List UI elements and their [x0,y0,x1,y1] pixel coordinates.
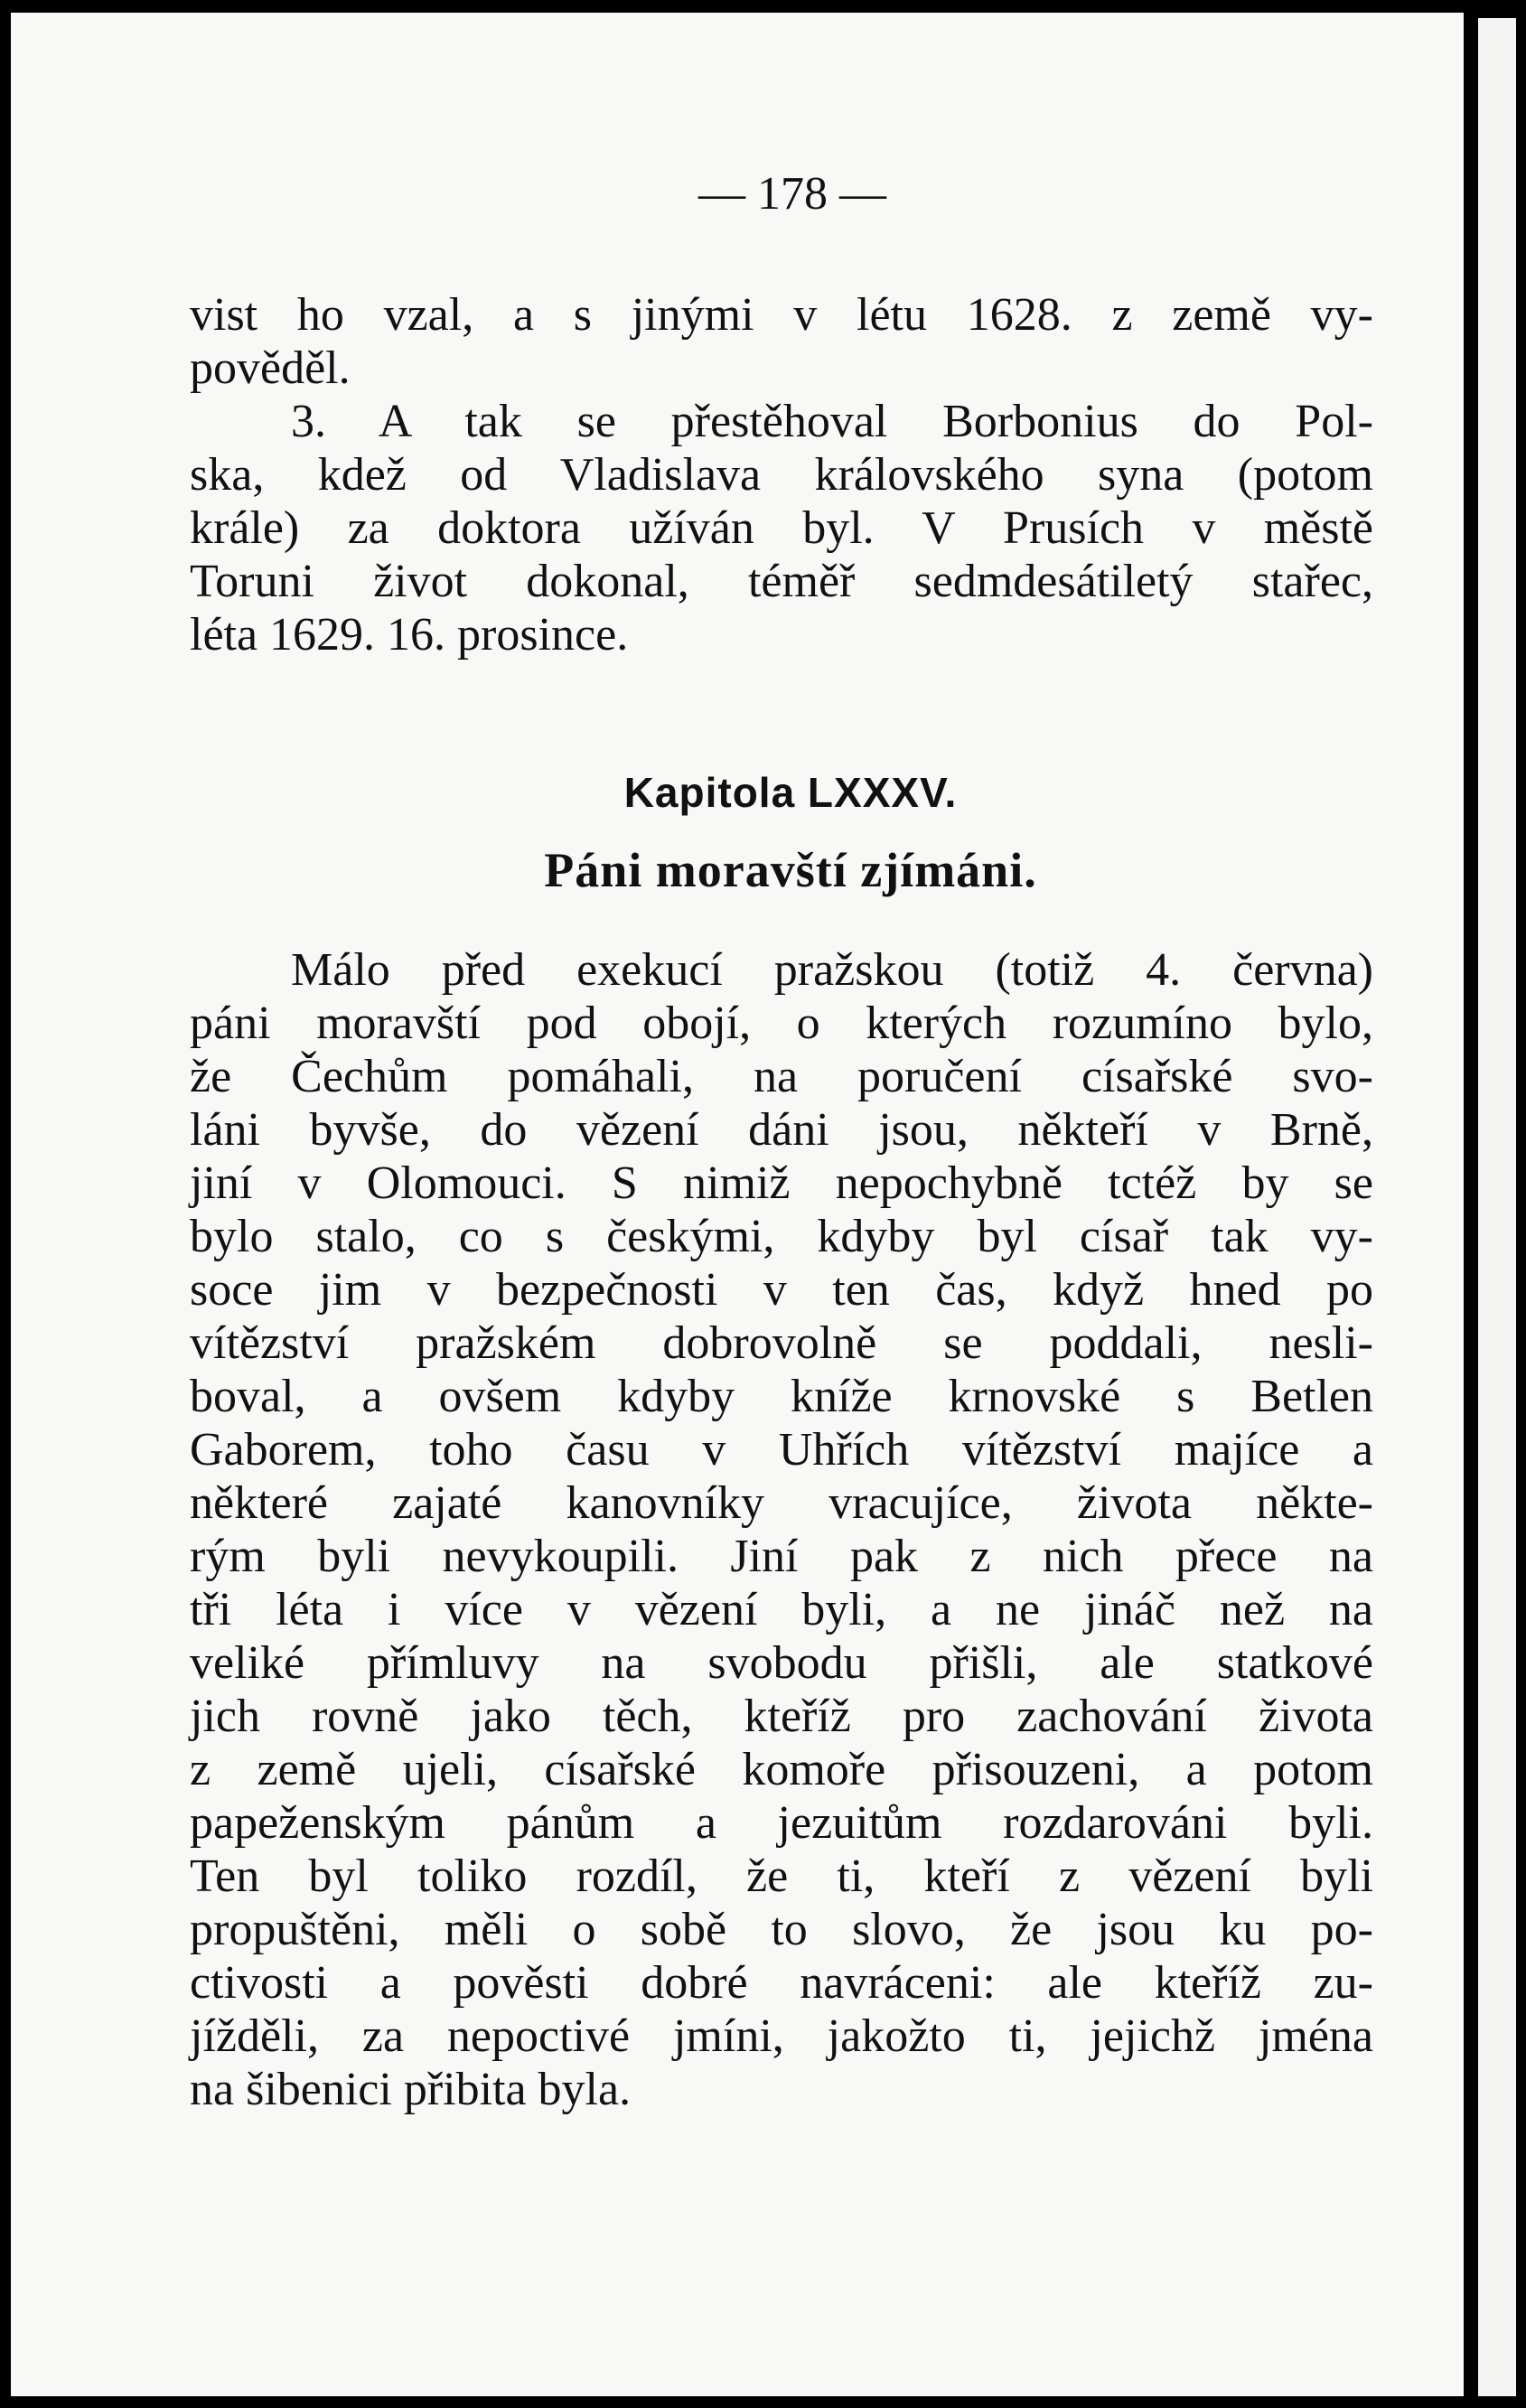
text-line: bylo stalo, co s českými, kdyby byl císař tak vy- [190,1211,1373,1262]
paragraph-borbonius [190,395,1373,661]
text-line: krále) za doktora užíván byl. V Prusích v městě [190,502,1373,554]
text-line: páni moravští pod obojí, o kterých rozumíno bylo, [190,998,1373,1049]
text-line: propuštěni, měli o sobě to slovo, že jsou ku po- [190,1904,1373,1955]
chapter-heading: Kapitola LXXXV. [623,769,958,816]
text-line: rým byli nevykoupili. Jiní pak z nich přece na [190,1531,1373,1582]
text-line: Gaborem, toho času v Uhřích vítězství majíce a [190,1424,1373,1476]
text-line: jiní v Olomouci. S nimiž nepochybně tctéž by se [190,1157,1373,1209]
text-line: veliké přímluvy na svobodu přišli, ale statkové [190,1637,1373,1689]
chapter-title: Páni moravští zjímáni. [544,843,1037,897]
text-line: na šibenici přibita byla. [190,2064,632,2115]
text-line: láni byvše, do vězení dáni jsou, někteří v Brně, [190,1104,1373,1156]
text-line: z země ujeli, císařské komoře přisouzeni, a potom [190,1744,1373,1795]
text-line: tři léta i více v vězení byli, a ne jináč než na [190,1584,1373,1635]
text-line: jížděli, za nepoctivé jmíni, jakožto ti, jejichž jména [190,2010,1373,2062]
text-line: papeženským pánům a jezuitům rozdarováni byli. [190,1797,1373,1849]
text-line: Toruni život dokonal, téměř sedmdesátiletý stařec, [190,556,1373,607]
text-line: že Čechům pomáhali, na poručení císařské svo- [190,1051,1373,1102]
text-line: Málo před exekucí pražskou (totiž 4. června) [291,944,1373,996]
text-line: soce jim v bezpečnosti v ten čas, když hned po [190,1264,1373,1316]
text-line: léta 1629. 16. prosince. [190,609,629,661]
text-line: jich rovně jako těch, kteříž pro zachování života [190,1691,1373,1742]
page-number: — 178 — [698,168,886,220]
text-line: ctivosti a pověsti dobré navráceni: ale kteříž zu- [190,1957,1373,2009]
text-line: boval, a ovšem kdyby kníže krnovské s Betlen [190,1371,1373,1422]
text-line: vist ho vzal, a s jinými v létu 1628. z země vy- [190,289,1373,341]
text-line: pověděl. [190,342,351,394]
page-text-block [190,167,1373,2116]
text-line: vítězství pražském dobrovolně se poddali, nesli- [190,1317,1373,1369]
adjacent-page-edge [1478,18,1516,2396]
text-line: Ten byl toliko rozdíl, že ti, kteří z vězení byli [190,1851,1373,1902]
text-line: ska, kdež od Vladislava královského syna (potom [190,449,1373,501]
paragraph-moravian-lords [190,943,1373,2116]
text-line: některé zajaté kanovníky vracujíce, života někte- [190,1477,1373,1529]
text-line: 3. A tak se přestěhoval Borbonius do Pol- [291,396,1373,447]
paragraph-continuation [190,288,1373,395]
